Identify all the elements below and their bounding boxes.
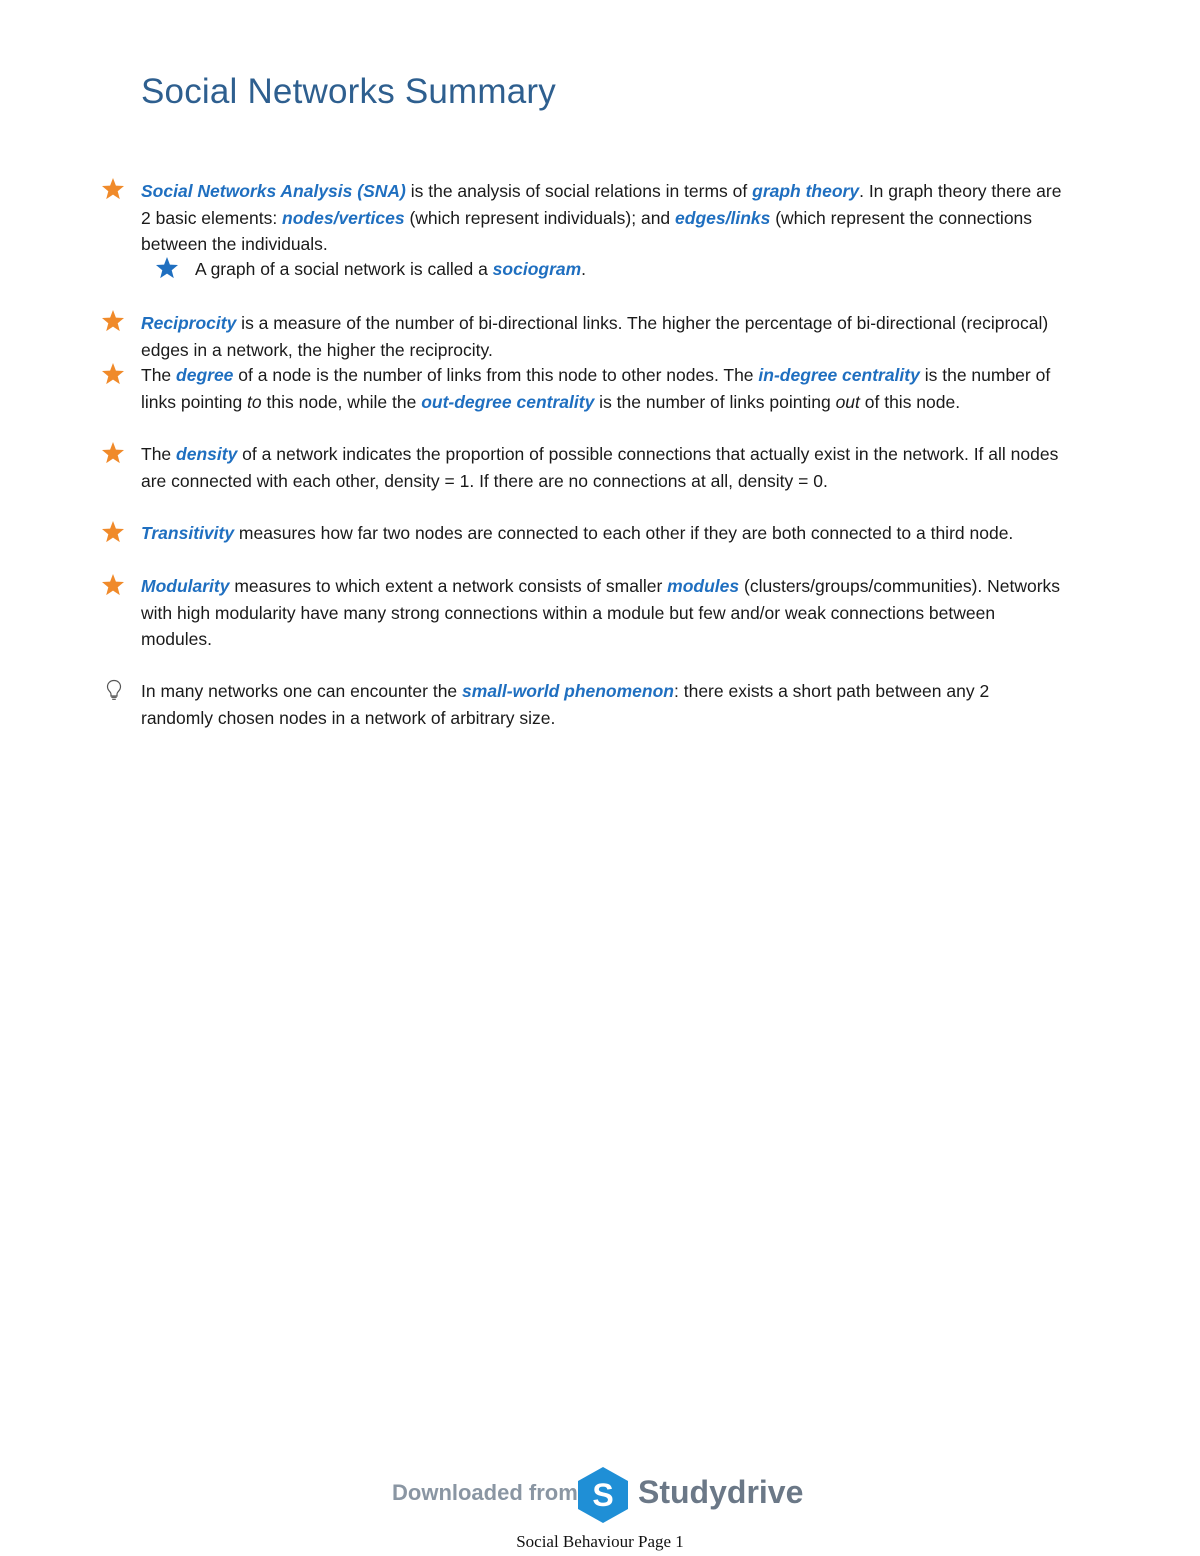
orange-star-icon <box>101 573 125 597</box>
item-text: measures how far two nodes are connected to each other if they are both connected to a third node. <box>234 523 1014 543</box>
emphasis-out: out <box>835 391 860 412</box>
term-density: density <box>176 444 238 464</box>
page-title: Social Networks Summary <box>141 72 556 111</box>
studydrive-logo-icon <box>576 1466 630 1524</box>
orange-star-icon <box>101 441 125 465</box>
lightbulb-icon <box>102 678 126 702</box>
term-modularity: Modularity <box>141 576 230 596</box>
term-edges-links: edges/links <box>675 207 771 228</box>
item-text: is the number of links pointing <box>594 391 836 412</box>
item-text: . In graph theory there are 2 basic elements: <box>141 181 1062 228</box>
list-item-reciprocity <box>141 310 1066 363</box>
orange-star-icon <box>101 520 125 544</box>
studydrive-watermark <box>392 1466 812 1524</box>
term-degree: degree <box>176 365 234 385</box>
item-text: The <box>141 365 177 385</box>
list-item-small-world <box>141 678 1066 731</box>
item-text: of a node is the number of links from this node to other nodes. The <box>233 365 759 385</box>
item-text: measures to which extent a network consists of smaller <box>229 576 668 596</box>
item-text: is the number of links pointing <box>141 365 1051 412</box>
list-item-transitivity <box>141 520 1066 547</box>
item-text: this node, while the <box>261 391 422 412</box>
list-item-degree <box>141 362 1066 415</box>
item-text: of a network indicates the proportion of possible connections that actually exist in the network. If all nodes are connected with each other, density = 1. If there are no connections at all, density = 0. <box>141 444 1059 491</box>
item-text: is a measure of the number of bi-directional links. The higher the percentage of bi-directional (reciprocal) edges in a network, the higher the reciprocity. <box>141 313 1049 360</box>
list-item-sociogram <box>195 256 1065 283</box>
item-text: . <box>581 259 587 279</box>
downloaded-from-text: Downloaded from <box>392 1480 578 1505</box>
orange-star-icon <box>101 177 125 201</box>
page-footer-label: Social Behaviour Page 1 <box>516 1532 684 1551</box>
emphasis-to: to <box>247 391 262 412</box>
list-item-sna <box>141 178 1066 258</box>
item-text: (which represent individuals); and <box>404 207 676 228</box>
term-out-degree-centrality: out-degree centrality <box>421 391 595 412</box>
term-in-degree-centrality: in-degree centrality <box>758 365 920 385</box>
term-modules: modules <box>667 576 740 596</box>
term-sna: Social Networks Analysis (SNA) <box>141 181 406 201</box>
item-text: of this node. <box>859 391 961 412</box>
studydrive-logo-glyph: S <box>592 1477 614 1513</box>
term-graph-theory: graph theory <box>752 181 860 201</box>
item-text: In many networks one can encounter the <box>141 681 463 701</box>
item-text: (clusters/groups/communities). Networks with high modularity have many strong connections within a module but few and/or weak connections between modules. <box>141 576 1061 649</box>
item-text: A graph of a social network is called a <box>195 259 493 279</box>
item-text: is the analysis of social relations in terms of <box>405 181 753 201</box>
term-transitivity: Transitivity <box>141 523 235 543</box>
blue-star-icon <box>155 256 179 280</box>
term-reciprocity: Reciprocity <box>141 313 237 333</box>
term-sociogram: sociogram <box>492 259 582 279</box>
studydrive-brand-text: Studydrive <box>638 1474 804 1510</box>
term-small-world-phenomenon: small-world phenomenon <box>462 681 674 701</box>
orange-star-icon <box>101 309 125 333</box>
item-text: (which represent the connections between the individuals. <box>141 207 1033 254</box>
item-text: : there exists a short path between any 2 randomly chosen nodes in a network of arbitrary size. <box>141 681 990 728</box>
term-nodes-vertices: nodes/vertices <box>282 207 405 228</box>
list-item-modularity <box>141 573 1066 653</box>
item-text: The <box>141 444 177 464</box>
list-item-density <box>141 441 1066 494</box>
orange-star-icon <box>101 362 125 386</box>
